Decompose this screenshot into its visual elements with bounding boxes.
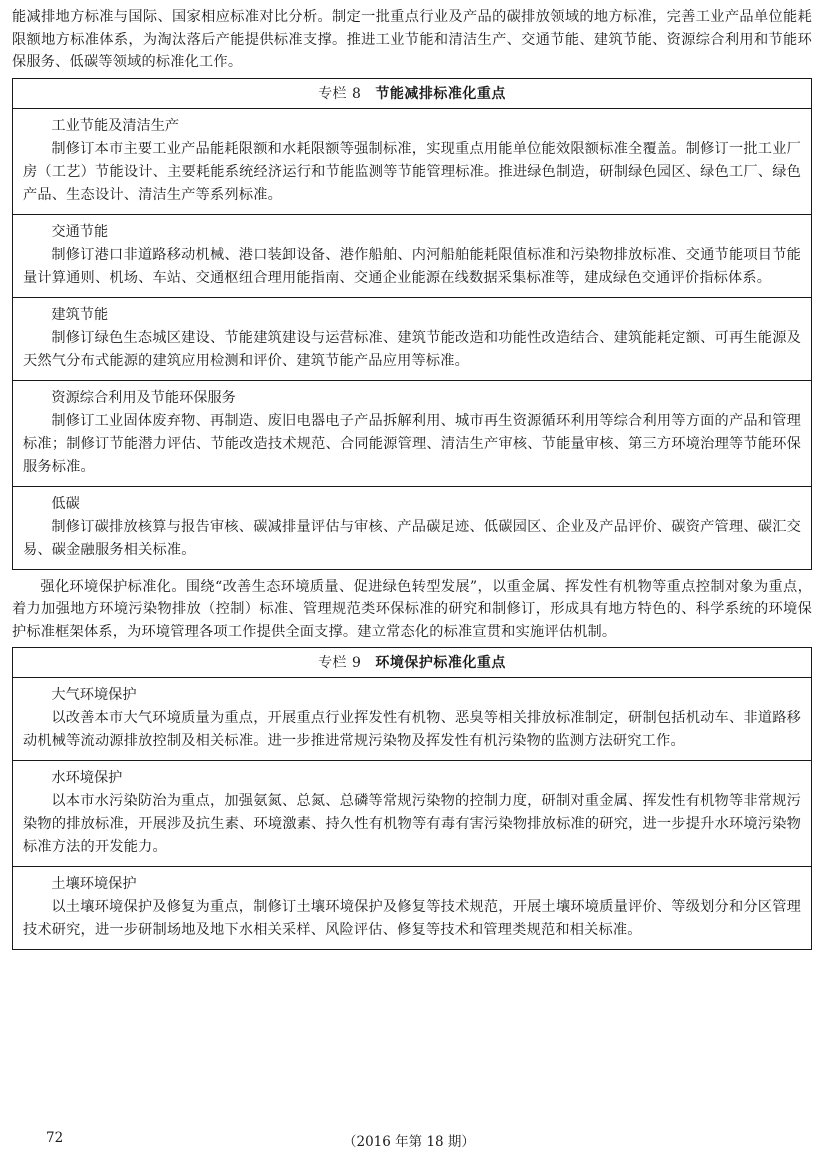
column-box-9-number: 专栏 9 (318, 655, 362, 671)
section-body: 制修订港口非道路移动机械、港口装卸设备、港作船舶、内河船舶能耗限值标准和污染物排放标准、交通节能项目节能量计算通则、机场、车站、交通枢纽合理用能指南、交通企业能源在线数据采集标准等，建成绿色交通评价指标体系。 (23, 246, 801, 286)
section-body: 以改善本市大气环境质量为重点，开展重点行业挥发性有机物、恶臭等相关排放标准制定，研制包括机动车、非道路移动机械等流动源排放控制及相关标准。进一步推进常规污染物及挥发性有机污染物的监测方法研究工作。 (23, 710, 801, 749)
column-box-8-number: 专栏 8 (318, 85, 362, 102)
column-box-8 (12, 78, 812, 570)
box8-section-transport (13, 215, 811, 298)
section-heading: 低碳 (51, 495, 80, 512)
page-footer (0, 1130, 827, 1154)
box9-section-water (13, 761, 811, 867)
section-body: 制修订绿色生态城区建设、节能建筑建设与运营标准、建筑节能改造和功能性改造结合、建筑能耗定额、可再生能源及天然气分布式能源的建筑应用检测和评价、建筑节能产品应用等标准。 (23, 329, 801, 369)
section-body: 制修订碳排放核算与报告审核、碳减排量评估与审核、产品碳足迹、低碳园区、企业及产品评价、碳资产管理、碳汇交易、碳金融服务相关标准。 (23, 518, 801, 558)
section-body: 制修订工业固体废弃物、再制造、废旧电器电子产品拆解利用、城市再生资源循环利用等综合利用等方面的产品和管理标准；制修订节能潜力评估、节能改造技术规范、合同能源管理、清洁生产审核、节能量审核、第三方环境治理等节能环保服务标准。 (23, 412, 801, 475)
column-box-9 (12, 647, 812, 950)
section-body: 制修订本市主要工业产品能耗限额和水耗限额等强制标准，实现重点用能单位能效限额标准全覆盖。制修订一批工业厂房（工艺）节能设计、主要耗能系统经济运行和节能监测等节能管理标准。推进绿色制造，研制绿色园区、绿色工厂、绿色产品、生态设计、清洁生产等系列标准。 (23, 140, 801, 203)
box8-section-lowcarbon (13, 487, 811, 569)
box9-section-soil (13, 867, 811, 949)
section-heading: 资源综合利用及节能环保服务 (51, 389, 236, 406)
box8-section-resources (13, 381, 811, 487)
section-heading: 土壤环境保护 (51, 876, 137, 892)
box8-section-industry (13, 109, 811, 215)
section-body: 以本市水污染防治为重点，加强氨氮、总氮、总磷等常规污染物的控制力度，研制对重金属、挥发性有机物等非常规污染物的排放标准，开展涉及抗生素、环境激素、持久性有机物等有毒有害污染物排放标准的研究，进一步提升水环境污染物标准方法的开发能力。 (23, 793, 801, 855)
page-number: 72 (46, 1130, 64, 1146)
box8-section-building (13, 298, 811, 381)
column-box-9-title (13, 648, 811, 678)
intro-paragraph: 能减排地方标准与国际、国家相应标准对比分析。制定一批重点行业及产品的碳排放领域的地方标准，完善工业产品单位能耗限额地方标准体系，为淘汰落后产能提供标准支撑。推进工业节能和清洁生产、交通节能、建筑节能、资源综合利用和节能环保服务、低碳等领域的标准化工作。 (12, 9, 812, 70)
box9-section-air (13, 678, 811, 761)
column-box-9-heading: 环境保护标准化重点 (375, 655, 506, 671)
issue-label: （2016 年第 18 期） (343, 1134, 475, 1150)
section-heading: 大气环境保护 (51, 687, 137, 703)
section-heading: 水环境保护 (51, 770, 123, 786)
column-box-8-title (13, 79, 811, 109)
section-heading: 建筑节能 (51, 306, 109, 323)
column-box-8-heading: 节能减排标准化重点 (375, 85, 506, 102)
section-heading: 工业节能及清洁生产 (51, 117, 180, 134)
page-content (12, 6, 812, 956)
section-heading: 交通节能 (51, 223, 109, 240)
middle-paragraph: 强化环境保护标准化。围绕“改善生态环境质量、促进绿色转型发展”，以重金属、挥发性有机物等重点控制对象为重点，着力加强地方环境污染物排放（控制）标准、管理规范类环保标准的研究和制修订，形成具有地方特色的、科学系统的环境保护标准框架体系，为环境管理各项工作提供全面支撑。建立常态化的标准宣贯和实施评估机制。 (12, 578, 812, 640)
section-body: 以土壤环境保护及修复为重点，制修订土壤环境保护及修复等技术规范，开展土壤环境质量评价、等级划分和分区管理技术研究，进一步研制场地及地下水相关采样、风险评估、修复等技术和管理类规范和相关标准。 (23, 899, 801, 938)
